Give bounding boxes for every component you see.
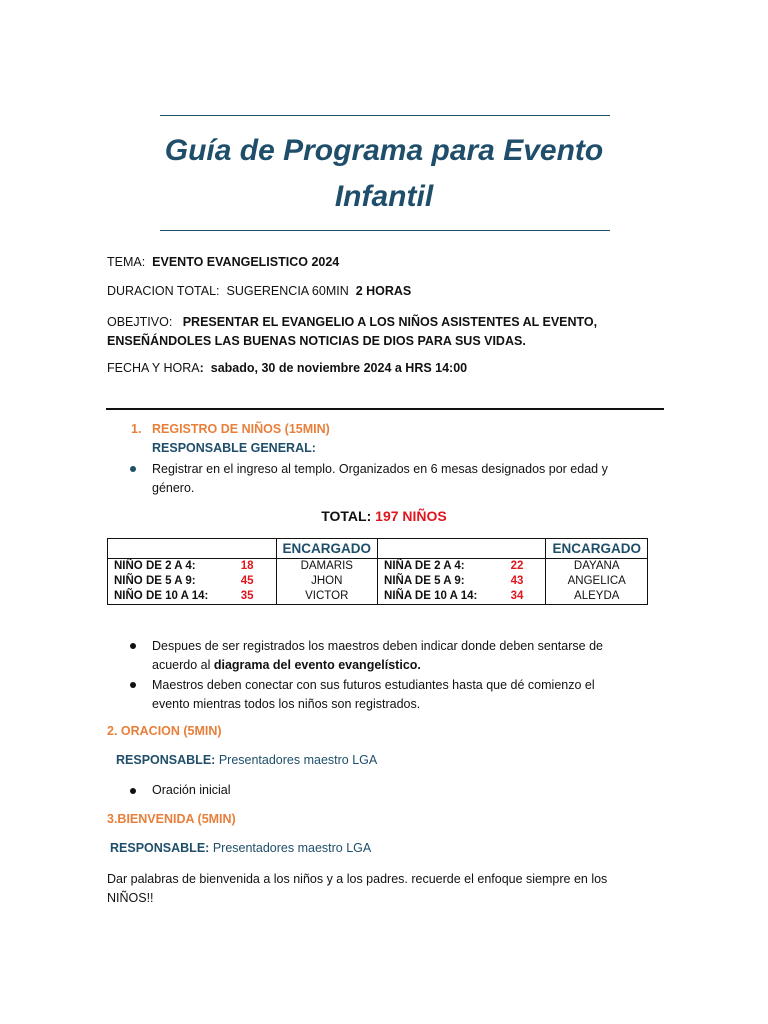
objetivo-label: OBEJTIVO: (107, 315, 173, 329)
bullet-icon (130, 788, 136, 794)
title-bottom-rule (160, 230, 610, 231)
note-2-line-2: evento mientras todos los niños son registrados. (152, 697, 421, 711)
section1-heading: REGISTRO DE NIÑOS (15MIN) (152, 422, 330, 436)
section2-bullet: Oración inicial (152, 783, 231, 797)
page-title (120, 128, 648, 220)
girl-encargado: ANGELICA (546, 574, 648, 589)
note-2 (152, 676, 595, 714)
section3-line-2: NIÑOS!! (107, 891, 154, 905)
girl-count: 43 (500, 574, 546, 589)
section3-text (107, 870, 607, 908)
girl-age-label: NIÑA DE 10 A 14: (378, 589, 500, 605)
girl-count: 34 (500, 589, 546, 605)
section1-bullet-line-1: Registrar en el ingreso al templo. Organizados en 6 mesas designados por edad y (152, 462, 608, 476)
fecha-value: sabado, 30 de noviembre 2024 a HRS 14:00 (210, 361, 468, 375)
section2-resp-label: RESPONSABLE: (116, 753, 216, 767)
bullet-icon (130, 466, 136, 472)
duracion-label: DURACION TOTAL: (107, 284, 220, 298)
boy-age-label: NIÑO DE 5 A 9: (108, 574, 230, 589)
section1-number: 1. (131, 422, 142, 436)
section3-resp-value: Presentadores maestro LGA (212, 841, 372, 855)
girl-age-label: NIÑA DE 5 A 9: (378, 574, 500, 589)
section1-bullet-line-2: género. (152, 481, 195, 495)
tema-label: TEMA: (107, 255, 146, 269)
objetivo-line-1: PRESENTAR EL EVANGELIO A LOS NIÑOS ASISTENTES AL EVENTO, (182, 315, 598, 329)
note-2-line-1: Maestros deben conectar con sus futuros estudiantes hasta que dé comienzo el (152, 678, 595, 692)
section-divider (106, 408, 664, 410)
section2-resp-value: Presentadores maestro LGA (218, 753, 378, 767)
note-1-line-2: acuerdo al (152, 658, 214, 672)
boy-encargado: VICTOR (276, 589, 378, 605)
boy-count: 18 (230, 559, 276, 575)
table-row (108, 559, 648, 575)
section1-responsable: RESPONSABLE GENERAL: (152, 441, 316, 455)
section3-resp-label: RESPONSABLE: (110, 841, 210, 855)
note-1 (152, 637, 603, 675)
duracion-value-bold: 2 HORAS (355, 284, 412, 298)
total-value: 197 NIÑOS (375, 508, 447, 524)
fecha-line (107, 361, 467, 375)
girl-age-label: NIÑA DE 2 A 4: (378, 559, 500, 575)
section1-bullet-text (152, 460, 608, 498)
boy-age-label: NIÑO DE 10 A 14: (108, 589, 230, 605)
duracion-value: SUGERENCIA 60MIN (226, 284, 349, 298)
section3-line-1: Dar palabras de bienvenida a los niños y a los padres. recuerde el enfoque siempre en los (107, 872, 608, 886)
boy-age-label: NIÑO DE 2 A 4: (108, 559, 230, 575)
total-line (0, 508, 768, 524)
total-label: TOTAL: (321, 508, 372, 524)
encargado-header-boys: ENCARGADO (276, 539, 378, 559)
tema-value: EVENTO EVANGELISTICO 2024 (152, 255, 340, 269)
objetivo-line-2: ENSEÑÁNDOLES LAS BUENAS NOTICIAS DE DIOS PARA SUS VIDAS. (107, 334, 526, 348)
boy-count: 35 (230, 589, 276, 605)
note-1-line-1: Despues de ser registrados los maestros deben indicar donde deben sentarse de (152, 639, 603, 653)
table-header-blank (378, 539, 546, 559)
girl-encargado: ALEYDA (546, 589, 648, 605)
table-header-row (108, 539, 648, 559)
title-line-1: Guía de Programa para Evento (164, 134, 604, 167)
objetivo-block (107, 313, 597, 351)
fecha-colon: : (199, 361, 204, 375)
note-1-bold: diagrama del evento evangelístico. (213, 658, 421, 672)
tema-line (107, 255, 339, 269)
table-header-blank (108, 539, 277, 559)
registration-table (107, 538, 648, 605)
bullet-icon (130, 643, 136, 649)
encargado-header-girls: ENCARGADO (546, 539, 648, 559)
table-row (108, 589, 648, 605)
title-top-rule (160, 115, 610, 116)
section3-responsable (110, 841, 371, 855)
boy-encargado: JHON (276, 574, 378, 589)
girl-encargado: DAYANA (546, 559, 648, 575)
girl-count: 22 (500, 559, 546, 575)
boy-count: 45 (230, 574, 276, 589)
table-row (108, 574, 648, 589)
boy-encargado: DAMARIS (276, 559, 378, 575)
fecha-label: FECHA Y HORA (107, 361, 200, 375)
section3-heading: 3.BIENVENIDA (5MIN) (107, 812, 236, 826)
title-line-2: Infantil (334, 180, 434, 213)
duracion-line (107, 284, 411, 298)
bullet-icon (130, 682, 136, 688)
section2-responsable (116, 753, 377, 767)
section2-heading: 2. ORACION (5MIN) (107, 724, 222, 738)
